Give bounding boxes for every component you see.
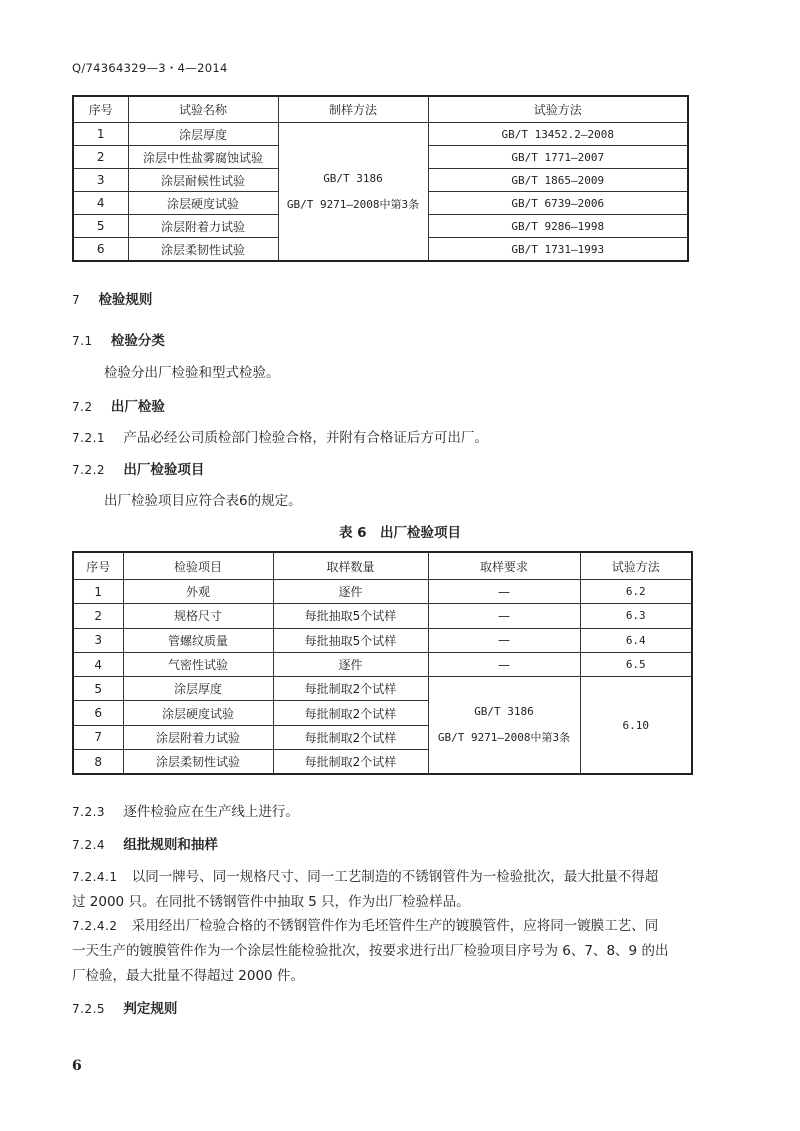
section-number: 7.2.3 [72, 805, 106, 819]
section-7-2-2-text: 出厂检验项目应符合表6的规定。 [104, 493, 302, 509]
inspection-item: 涂层附着力试验 [123, 725, 273, 749]
inspection-item: 管螺纹质量 [123, 628, 273, 652]
test-method: 6.4 [580, 628, 692, 652]
test-method: 6.3 [580, 604, 692, 628]
sample-quantity: 每批制取2个试样 [273, 701, 428, 725]
inspection-item: 气密性试验 [123, 652, 273, 676]
section-title: 判定规则 [123, 1001, 178, 1017]
sample-quantity: 逐件 [273, 580, 428, 604]
section-7-1-heading [72, 329, 165, 349]
section-7-2-4-heading [72, 833, 218, 853]
test-method: 6.2 [580, 580, 692, 604]
header-cell: 试验方法 [580, 552, 692, 580]
page-number: 6 [72, 1058, 82, 1074]
row-number: 5 [73, 215, 128, 238]
section-number: 7.2 [72, 400, 93, 414]
row-number: 8 [73, 750, 123, 775]
row-number: 6 [73, 701, 123, 725]
sample-requirement: — [428, 580, 580, 604]
header-cell: 制样方法 [278, 96, 428, 123]
row-number: 2 [73, 604, 123, 628]
inspection-item: 涂层厚度 [123, 677, 273, 701]
header-cell: 取样数量 [273, 552, 428, 580]
section-text: 以同一牌号、同一规格尺寸、同一工艺制造的不锈钢管件为一检验批次，最大批量不得超 [131, 869, 659, 885]
sample-quantity: 每批抽取5个试样 [273, 628, 428, 652]
sample-prep-method [278, 123, 428, 262]
section-title: 出厂检验 [110, 399, 165, 415]
table-row [73, 652, 692, 676]
sample-requirement: — [428, 652, 580, 676]
section-text: 产品必经公司质检部门检验合格，并附有合格证后方可出厂。 [123, 430, 488, 446]
header-cell: 检验项目 [123, 552, 273, 580]
section-7-1-text: 检验分出厂检验和型式检验。 [104, 365, 280, 381]
section-7-2-heading [72, 395, 165, 415]
section-text: 逐件检验应在生产线上进行。 [123, 804, 299, 820]
row-number: 4 [73, 652, 123, 676]
section-7-2-5-heading [72, 997, 177, 1017]
sample-requirement: — [428, 628, 580, 652]
test-method: GB/T 1771—2007 [428, 146, 688, 169]
test-name: 涂层耐候性试验 [128, 169, 278, 192]
requirement-line: GB/T 9271—2008中第3条 [437, 731, 571, 745]
table-header-row [73, 96, 688, 123]
inspection-item: 外观 [123, 580, 273, 604]
table-header-row [73, 552, 692, 580]
test-name: 涂层硬度试验 [128, 192, 278, 215]
table-6-caption: 表 6 出厂检验项目 [338, 525, 462, 541]
section-7-2-4-2-line3: 厂检验，最大批量不得超过 2000 件。 [72, 968, 304, 984]
section-number: 7.2.5 [72, 1002, 106, 1016]
section-7-2-2-heading [72, 458, 204, 478]
test-name: 涂层厚度 [128, 123, 278, 146]
requirement-line: GB/T 3186 [474, 705, 534, 719]
test-method: GB/T 1731—1993 [428, 238, 688, 262]
row-number: 3 [73, 169, 128, 192]
sample-quantity: 每批抽取5个试样 [273, 604, 428, 628]
table-row [73, 580, 692, 604]
test-method: GB/T 9286—1998 [428, 215, 688, 238]
test-method: 6.5 [580, 652, 692, 676]
section-number: 7.2.4.2 [72, 919, 118, 933]
test-method: GB/T 6739—2006 [428, 192, 688, 215]
row-number: 3 [73, 628, 123, 652]
factory-inspection-table [72, 551, 693, 775]
inspection-item: 涂层柔韧性试验 [123, 750, 273, 775]
section-7-2-4-1-line2: 过 2000 只。在同批不锈钢管件中抽取 5 只，作为出厂检验样品。 [72, 894, 470, 910]
row-number: 1 [73, 580, 123, 604]
section-7-heading [72, 288, 152, 308]
row-number: 5 [73, 677, 123, 701]
inspection-item: 涂层硬度试验 [123, 701, 273, 725]
table-row [73, 677, 692, 701]
header-cell: 取样要求 [428, 552, 580, 580]
coating-sample-requirement [428, 677, 580, 775]
section-number: 7.1 [72, 334, 93, 348]
section-7-2-1 [72, 426, 488, 446]
section-number: 7.2.2 [72, 463, 106, 477]
sample-requirement: — [428, 604, 580, 628]
coating-test-method: 6.10 [580, 677, 692, 775]
header-cell: 序号 [73, 96, 128, 123]
section-7-2-4-2-line2: 一天生产的镀膜管件作为一个涂层性能检验批次，按要求进行出厂检验项目序号为 6、7、8、9 的出 [72, 943, 669, 959]
document-code: Q/74364329—3・4—2014 [72, 61, 228, 75]
sample-prep-line: GB/T 9271—2008中第3条 [286, 197, 420, 211]
section-text: 采用经出厂检验合格的不锈钢管件作为毛坯管件生产的镀膜管件，应将同一镀膜工艺、同 [131, 918, 659, 934]
row-number: 1 [73, 123, 128, 146]
test-name: 涂层中性盐雾腐蚀试验 [128, 146, 278, 169]
sample-quantity: 每批制取2个试样 [273, 677, 428, 701]
test-name: 涂层柔韧性试验 [128, 238, 278, 262]
section-title: 检验分类 [110, 333, 165, 349]
table-row [73, 604, 692, 628]
section-7-2-4-1-line1 [72, 865, 658, 885]
sample-quantity: 每批制取2个试样 [273, 750, 428, 775]
section-7-2-4-2-line1 [72, 914, 658, 934]
section-number: 7 [72, 293, 81, 307]
section-number: 7.2.4.1 [72, 870, 118, 884]
test-method: GB/T 1865—2009 [428, 169, 688, 192]
coating-test-table [72, 95, 689, 262]
header-cell: 序号 [73, 552, 123, 580]
row-number: 7 [73, 725, 123, 749]
test-method: GB/T 13452.2—2008 [428, 123, 688, 146]
row-number: 4 [73, 192, 128, 215]
header-cell: 试验名称 [128, 96, 278, 123]
section-title: 组批规则和抽样 [123, 837, 218, 853]
row-number: 2 [73, 146, 128, 169]
section-title: 检验规则 [98, 292, 153, 308]
inspection-item: 规格尺寸 [123, 604, 273, 628]
sample-quantity: 逐件 [273, 652, 428, 676]
sample-prep-line: GB/T 3186 [323, 171, 383, 185]
section-title: 出厂检验项目 [123, 462, 205, 478]
sample-quantity: 每批制取2个试样 [273, 725, 428, 749]
header-cell: 试验方法 [428, 96, 688, 123]
row-number: 6 [73, 238, 128, 262]
section-7-2-3 [72, 800, 299, 820]
section-number: 7.2.1 [72, 431, 106, 445]
table-row [73, 123, 688, 146]
table-row [73, 628, 692, 652]
section-number: 7.2.4 [72, 838, 106, 852]
test-name: 涂层附着力试验 [128, 215, 278, 238]
